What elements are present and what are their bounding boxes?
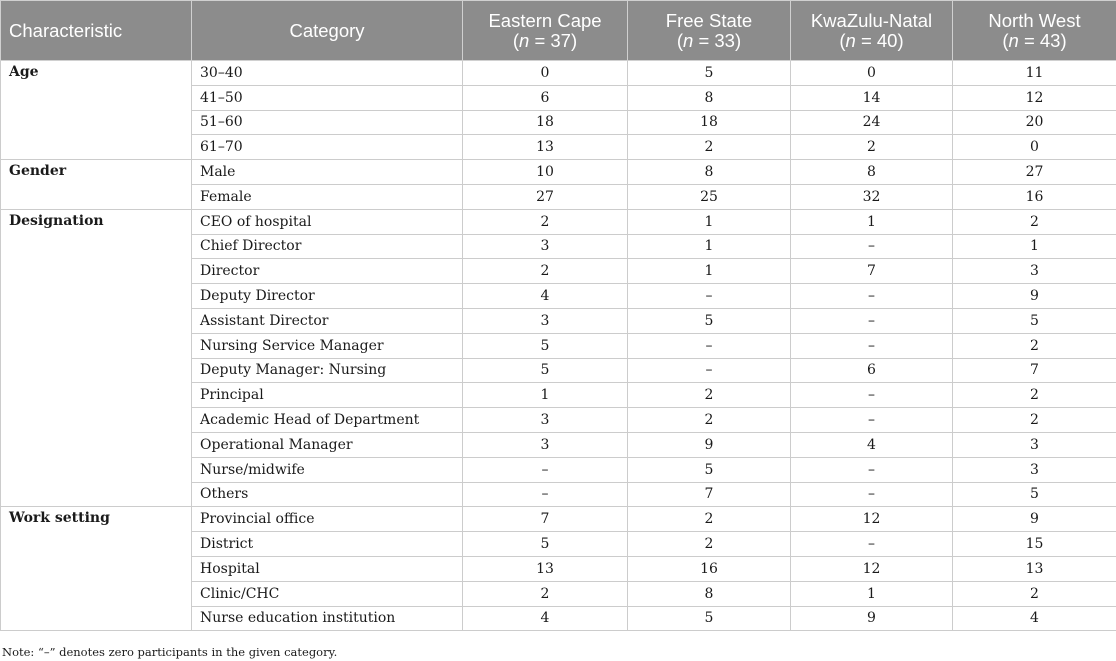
value-cell: 1 [791, 581, 953, 606]
category-cell: Nurse education institution [192, 606, 463, 631]
value-cell: 1 [791, 209, 953, 234]
value-cell: 7 [628, 482, 791, 507]
value-cell: 3 [463, 308, 628, 333]
category-cell: Hospital [192, 556, 463, 581]
value-cell: 8 [628, 160, 791, 185]
value-cell: 8 [628, 85, 791, 110]
value-cell: 24 [791, 110, 953, 135]
category-cell: Academic Head of Department [192, 408, 463, 433]
sample-size-symbol: n [845, 29, 856, 51]
value-cell: 18 [628, 110, 791, 135]
value-cell: 5 [628, 308, 791, 333]
sample-size-symbol: n [1008, 29, 1019, 51]
value-cell: 11 [953, 61, 1116, 86]
table-header [1, 1, 1116, 61]
sample-size-value: = 40 [855, 29, 898, 51]
characteristic-cell: Work setting [1, 507, 192, 631]
category-cell: District [192, 532, 463, 557]
value-cell: 15 [953, 532, 1116, 557]
table-row [1, 507, 1116, 532]
value-cell: 20 [953, 110, 1116, 135]
value-cell: 18 [463, 110, 628, 135]
province-name: Free State [665, 9, 753, 31]
value-cell: 2 [628, 135, 791, 160]
province-name: North West [988, 9, 1081, 31]
sample-size-value: = 37 [529, 29, 571, 51]
value-cell: 27 [953, 160, 1116, 185]
value-cell: 12 [791, 507, 953, 532]
value-cell: 5 [463, 333, 628, 358]
value-cell: 12 [953, 85, 1116, 110]
value-cell: 25 [628, 184, 791, 209]
value-cell: 0 [953, 135, 1116, 160]
value-cell: 4 [463, 606, 628, 631]
value-cell: 7 [791, 259, 953, 284]
table-body [1, 61, 1116, 631]
value-cell: 2 [463, 259, 628, 284]
value-cell: 2 [953, 333, 1116, 358]
value-cell: 2 [628, 532, 791, 557]
category-cell: Nurse/midwife [192, 457, 463, 482]
header-province: KwaZulu-Natal (n = 40) [791, 1, 953, 61]
value-cell: 5 [953, 308, 1116, 333]
category-cell: Chief Director [192, 234, 463, 259]
value-cell: 2 [953, 581, 1116, 606]
value-cell: – [791, 234, 953, 259]
value-cell: – [791, 333, 953, 358]
header-province: Eastern Cape (n = 37) [463, 1, 628, 61]
value-cell: 13 [463, 556, 628, 581]
value-cell: 2 [791, 135, 953, 160]
category-cell: 51–60 [192, 110, 463, 135]
value-cell: 3 [953, 457, 1116, 482]
value-cell: 5 [628, 606, 791, 631]
value-cell: 6 [463, 85, 628, 110]
sample-size-value: = 33 [693, 29, 735, 51]
value-cell: – [791, 532, 953, 557]
value-cell: 4 [463, 284, 628, 309]
value-cell: 2 [953, 383, 1116, 408]
value-cell: – [628, 358, 791, 383]
value-cell: 16 [628, 556, 791, 581]
header-province: Free State (n = 33) [628, 1, 791, 61]
table-row [1, 160, 1116, 185]
value-cell: 6 [791, 358, 953, 383]
category-cell: Assistant Director [192, 308, 463, 333]
category-cell: Others [192, 482, 463, 507]
category-cell: Clinic/CHC [192, 581, 463, 606]
value-cell: 2 [628, 507, 791, 532]
value-cell: 1 [953, 234, 1116, 259]
value-cell: 13 [953, 556, 1116, 581]
value-cell: 13 [463, 135, 628, 160]
value-cell: 3 [463, 234, 628, 259]
value-cell: 2 [463, 581, 628, 606]
category-cell: 41–50 [192, 85, 463, 110]
value-cell: 8 [791, 160, 953, 185]
value-cell: 2 [953, 408, 1116, 433]
value-cell: – [628, 284, 791, 309]
category-cell: Female [192, 184, 463, 209]
category-cell: Male [192, 160, 463, 185]
value-cell: 3 [463, 408, 628, 433]
sample-size-symbol: n [683, 29, 694, 51]
value-cell: 5 [463, 532, 628, 557]
value-cell: 0 [463, 61, 628, 86]
value-cell: 3 [953, 432, 1116, 457]
sample-size-value: = 43 [1018, 29, 1061, 51]
value-cell: 9 [953, 507, 1116, 532]
characteristic-cell: Age [1, 61, 192, 160]
value-cell: 14 [791, 85, 953, 110]
category-cell: Principal [192, 383, 463, 408]
table-row [1, 209, 1116, 234]
value-cell: – [463, 457, 628, 482]
value-cell: 5 [463, 358, 628, 383]
value-cell: 1 [628, 209, 791, 234]
category-cell: CEO of hospital [192, 209, 463, 234]
value-cell: – [791, 482, 953, 507]
value-cell: – [791, 383, 953, 408]
category-cell: 30–40 [192, 61, 463, 86]
value-cell: 2 [463, 209, 628, 234]
value-cell: 1 [628, 259, 791, 284]
header-characteristic: Characteristic [1, 1, 192, 61]
value-cell: 27 [463, 184, 628, 209]
value-cell: 3 [953, 259, 1116, 284]
category-cell: Provincial office [192, 507, 463, 532]
table-note: Note: “–” denotes zero participants in the given category. [2, 645, 338, 659]
header-province: North West (n = 43) [953, 1, 1116, 61]
value-cell: 1 [463, 383, 628, 408]
value-cell: – [628, 333, 791, 358]
sample-size-symbol: n [519, 29, 530, 51]
value-cell: 32 [791, 184, 953, 209]
header-row [1, 1, 1116, 61]
value-cell: 0 [791, 61, 953, 86]
value-cell: 9 [791, 606, 953, 631]
value-cell: – [791, 408, 953, 433]
value-cell: 8 [628, 581, 791, 606]
province-name: KwaZulu-Natal [810, 9, 933, 31]
value-cell: – [791, 457, 953, 482]
value-cell: 2 [953, 209, 1116, 234]
value-cell: – [463, 482, 628, 507]
value-cell: 2 [628, 408, 791, 433]
value-cell: 7 [953, 358, 1116, 383]
value-cell: 5 [628, 457, 791, 482]
category-cell: Deputy Manager: Nursing [192, 358, 463, 383]
category-cell: Operational Manager [192, 432, 463, 457]
value-cell: – [791, 308, 953, 333]
value-cell: 5 [628, 61, 791, 86]
value-cell: 4 [953, 606, 1116, 631]
value-cell: 7 [463, 507, 628, 532]
value-cell: 4 [791, 432, 953, 457]
value-cell: 3 [463, 432, 628, 457]
value-cell: 9 [628, 432, 791, 457]
value-cell: 2 [628, 383, 791, 408]
value-cell: 12 [791, 556, 953, 581]
value-cell: 10 [463, 160, 628, 185]
characteristic-cell: Gender [1, 160, 192, 210]
category-cell: 61–70 [192, 135, 463, 160]
value-cell: 16 [953, 184, 1116, 209]
province-name: Eastern Cape [488, 9, 602, 31]
characteristic-cell: Designation [1, 209, 192, 507]
category-cell: Deputy Director [192, 284, 463, 309]
table-row [1, 61, 1116, 86]
value-cell: 5 [953, 482, 1116, 507]
value-cell: 1 [628, 234, 791, 259]
value-cell: 9 [953, 284, 1116, 309]
category-cell: Nursing Service Manager [192, 333, 463, 358]
value-cell: – [791, 284, 953, 309]
category-cell: Director [192, 259, 463, 284]
header-category: Category [192, 1, 463, 61]
